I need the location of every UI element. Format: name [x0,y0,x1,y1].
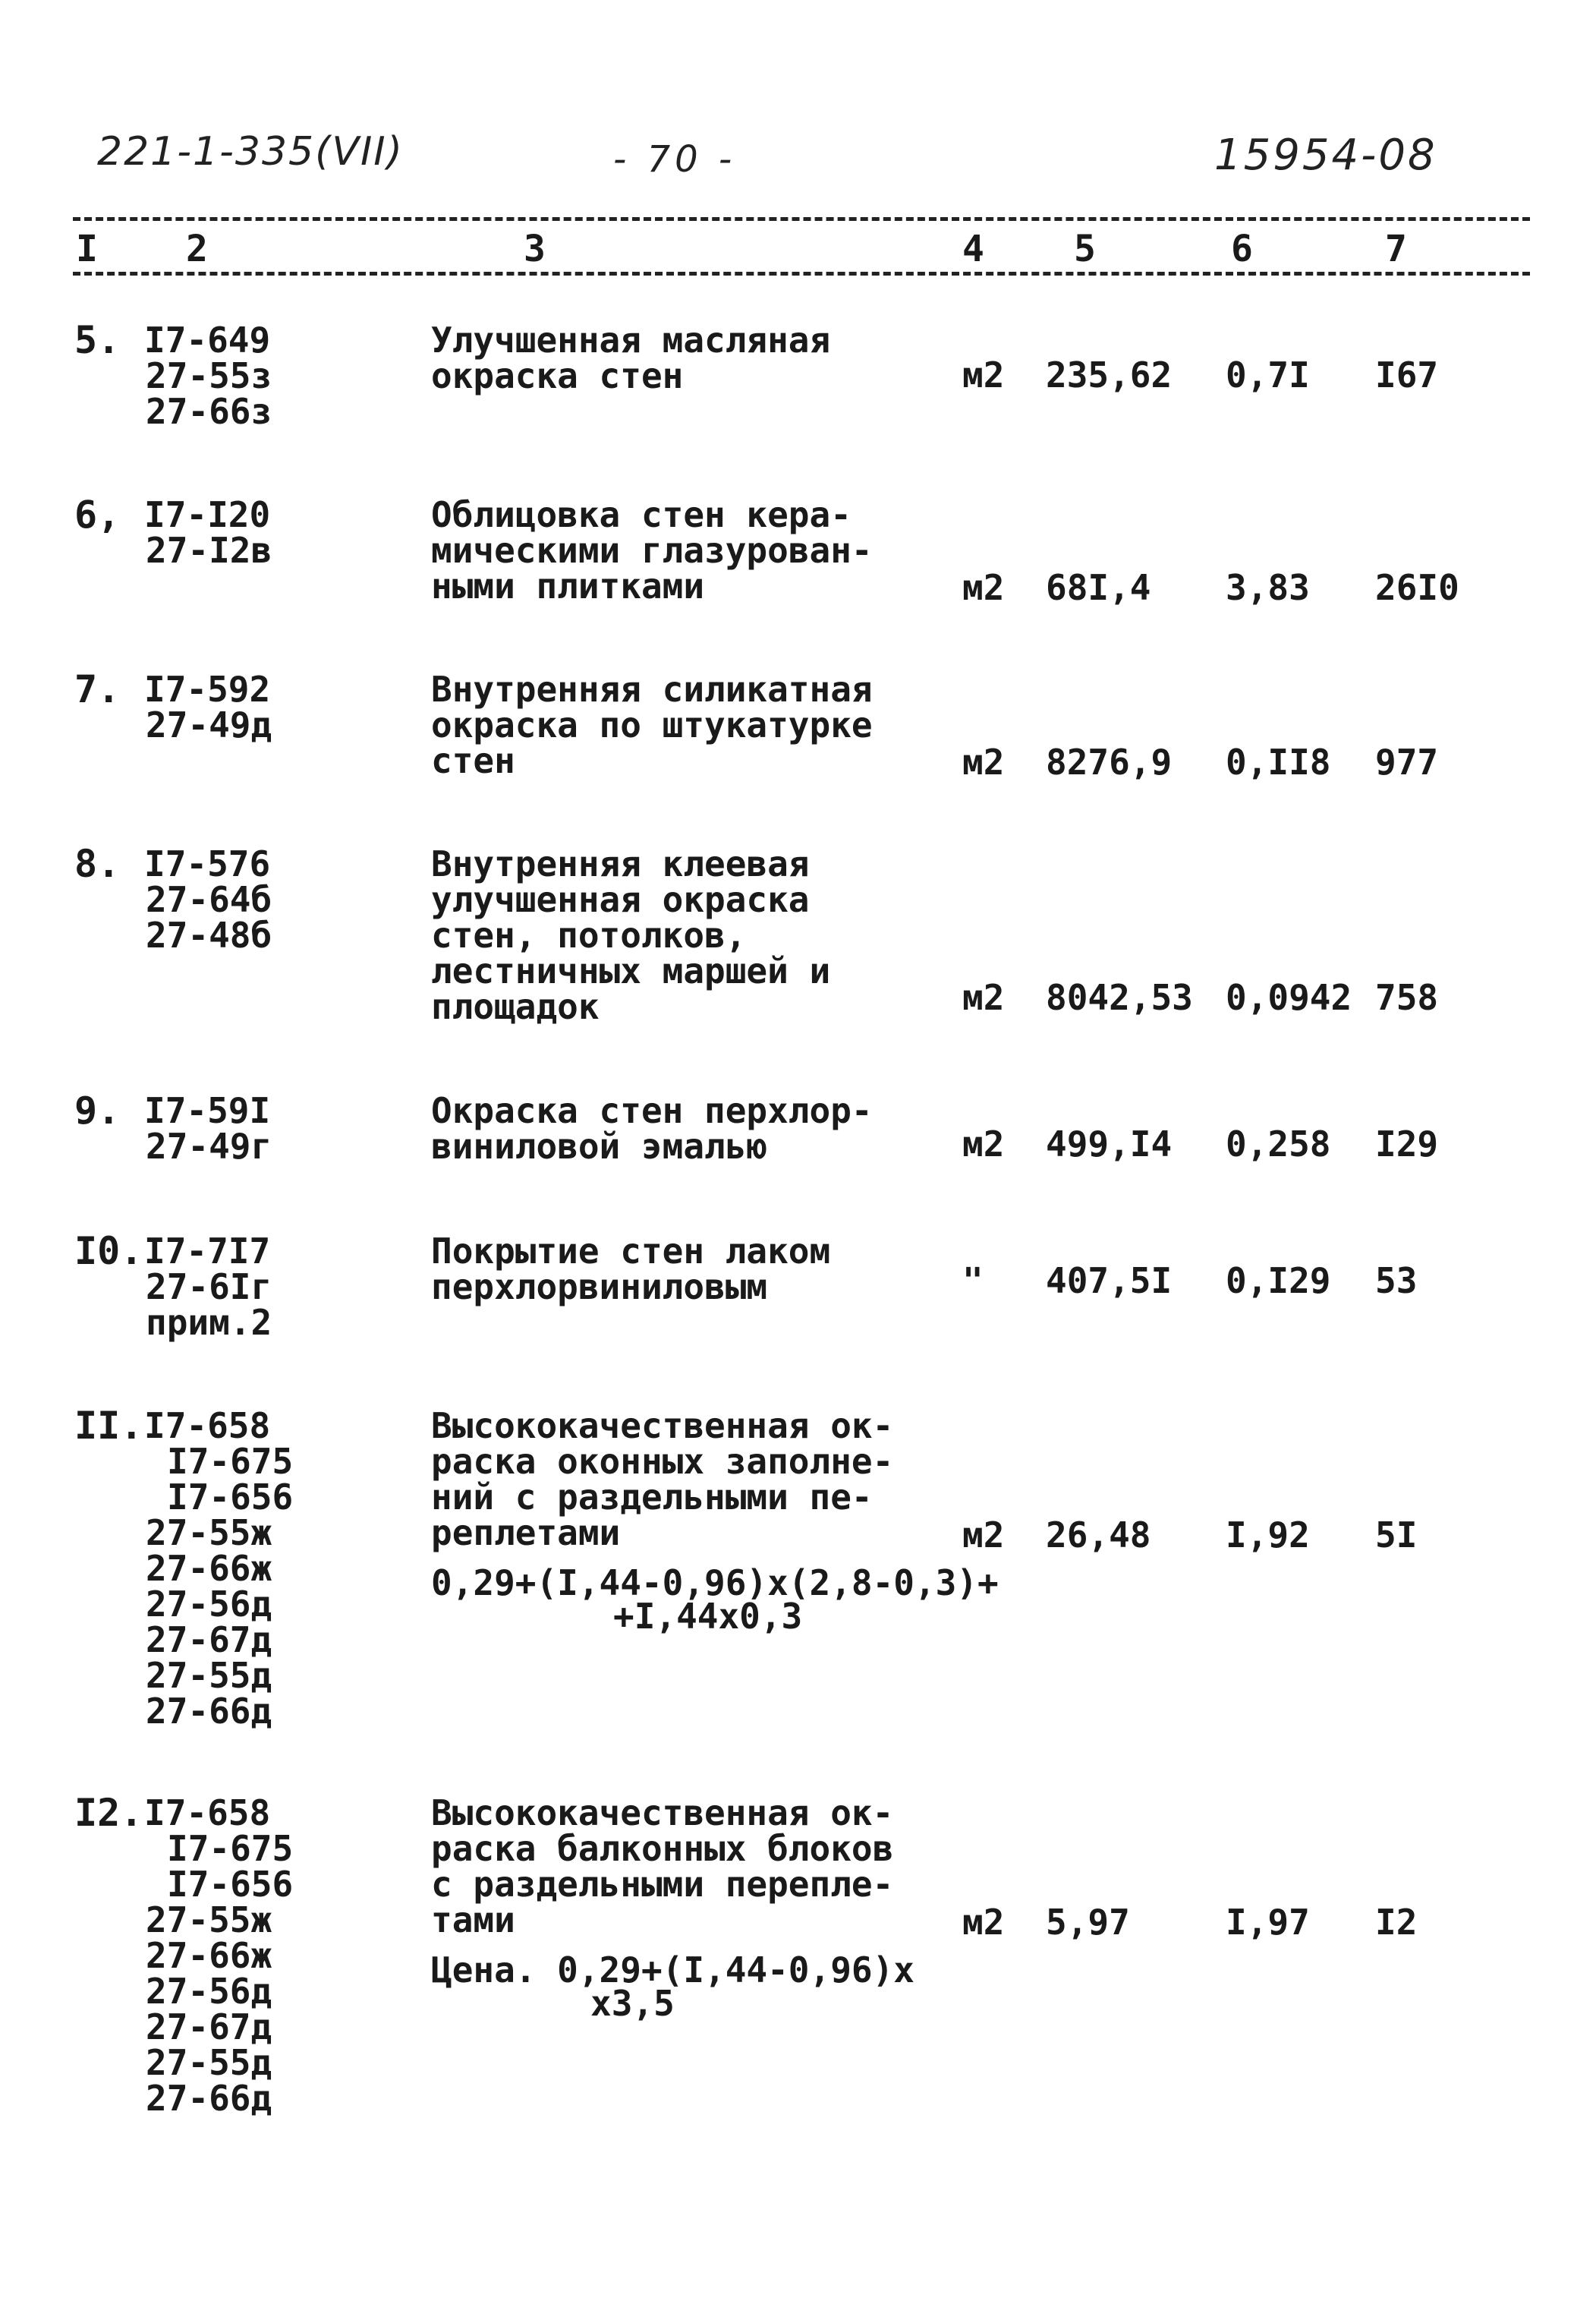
item-code: 27-66ж [146,1548,272,1589]
document-code: 221-1-335(VII) [97,129,404,175]
value-norm: 0,258 [1226,1124,1331,1165]
description-line: раска оконных заполне- [431,1441,894,1482]
value-unit: м2 [962,1124,1005,1165]
description-line: стен, потолков, [431,915,747,956]
value-total: 758 [1375,977,1439,1018]
value-total: 53 [1375,1260,1418,1301]
value-total: 26I0 [1375,567,1459,608]
description-line: виниловой эмалью [431,1126,768,1167]
description-line: Облицовка стен кера- [431,494,852,535]
item-code: I7-649 [144,320,271,361]
item-code: 27-66д [146,2078,272,2119]
value-qty: 8276,9 [1046,742,1173,783]
value-qty: 26,48 [1046,1514,1151,1555]
value-unit: " [962,1260,984,1301]
item-code: 27-55ж [146,1899,272,1940]
item-code: 27-64б [146,879,272,920]
item-code: I7-675 [167,1441,294,1482]
item-code: 27-55д [146,2042,272,2083]
item-description [431,843,977,1027]
description-line: ний с раздельными пе- [431,1477,873,1518]
description-line: тами [431,1899,515,1940]
item-code: 27-55ж [146,1512,272,1553]
item-codes [144,1792,294,2119]
item-codes [144,669,272,745]
value-norm: 0,7I [1226,355,1310,396]
item-code: 27-55з [146,355,272,396]
value-total: I29 [1375,1124,1439,1165]
description-line: улучшенная окраска [431,879,810,920]
column-number: 6 [1231,228,1253,270]
header-rule-bottom [73,272,1530,276]
description-line: площадок [431,986,600,1027]
item-code: I7-59I [144,1090,271,1131]
column-number: 4 [962,228,984,270]
item-description [431,1405,977,1553]
description-line: с раздельными перепле- [431,1864,894,1905]
item-number: 7. [74,667,121,711]
item-code: 27-56д [146,1584,272,1625]
description-line: Внутренняя клеевая [431,843,810,884]
item-code: 27-66ж [146,1935,272,1976]
description-line: Улучшенная масляная [431,320,831,361]
header-rule-top [73,217,1530,221]
value-norm: I,97 [1226,1902,1310,1943]
value-norm: 0,I29 [1226,1260,1331,1301]
value-qty: 407,5I [1046,1260,1173,1301]
item-code: 27-66д [146,1691,272,1732]
page-number: - 70 - [613,138,737,181]
item-number: 9. [74,1089,121,1133]
item-number: II. [74,1404,143,1448]
item-code: 27-49д [146,704,272,745]
item-code: I7-658 [144,1792,271,1833]
description-line: окраска по штукатурке [431,704,873,745]
value-norm: 0,0942 [1226,977,1352,1018]
item-code: 27-6Iг [146,1266,272,1307]
value-unit: м2 [962,355,1005,396]
value-qty: 5,97 [1046,1902,1130,1943]
value-total: I67 [1375,355,1439,396]
column-number: 2 [186,228,208,270]
item-code: I7-7I7 [144,1231,271,1272]
item-code: I7-656 [167,1477,294,1518]
item-formula [431,1562,999,1637]
column-number: I [76,228,98,270]
description-line: раска балконных блоков [431,1828,894,1869]
item-code: I7-656 [167,1864,294,1905]
value-norm: I,92 [1226,1514,1310,1555]
value-total: 5I [1375,1514,1418,1555]
item-codes [144,320,272,432]
item-code: I7-I20 [144,494,271,535]
formula-line: x3,5 [590,1983,675,2024]
item-code: I7-576 [144,843,271,884]
description-line: стен [431,740,515,781]
item-code: 27-I2в [146,530,272,571]
item-code: 27-66з [146,391,272,432]
value-qty: 8042,53 [1046,977,1193,1018]
description-line: реплетами [431,1512,621,1553]
item-codes [144,843,272,956]
item-number: 5. [74,318,121,362]
item-code: 27-55д [146,1655,272,1696]
description-line: окраска стен [431,355,684,396]
description-line: лестничных маршей и [431,950,831,991]
value-total: 977 [1375,742,1439,783]
item-number: I0. [74,1229,143,1273]
item-description [431,1792,977,1940]
description-line: ными плитками [431,566,705,607]
item-code: 27-67д [146,2006,272,2047]
document-number: 15954-08 [1214,131,1437,180]
column-number: 5 [1074,228,1096,270]
item-description [431,320,977,396]
description-line: мическими глазурован- [431,530,873,571]
value-qty: 499,I4 [1046,1124,1173,1165]
formula-line: +I,44x0,3 [613,1596,803,1637]
item-code: 27-67д [146,1619,272,1660]
value-qty: 235,62 [1046,355,1173,396]
formula-line: 0,29+(I,44-0,96)x(2,8-0,3)+ [431,1562,999,1603]
item-description [431,669,977,781]
value-unit: м2 [962,1902,1005,1943]
formula-line: Цена. 0,29+(I,44-0,96)x [431,1949,914,1990]
value-qty: 68I,4 [1046,567,1151,608]
item-codes [144,1231,272,1343]
item-codes [144,1090,272,1167]
description-line: Высококачественная ок- [431,1405,894,1446]
item-number: 8. [74,842,121,886]
value-unit: м2 [962,977,1005,1018]
item-code: I7-592 [144,669,271,710]
item-code: 27-49г [146,1126,272,1167]
item-description [431,1231,977,1307]
description-line: перхлорвиниловым [431,1266,768,1307]
item-code: I7-675 [167,1828,294,1869]
item-code: 27-56д [146,1971,272,2012]
item-formula [431,1949,914,2024]
description-line: Покрытие стен лаком [431,1231,831,1272]
value-total: I2 [1375,1902,1418,1943]
value-unit: м2 [962,742,1005,783]
description-line: Внутренняя силикатная [431,669,873,710]
item-number: I2. [74,1791,143,1835]
item-description [431,1090,977,1167]
description-line: Высококачественная ок- [431,1792,894,1833]
value-norm: 3,83 [1226,567,1310,608]
item-code: I7-658 [144,1405,271,1446]
item-description [431,494,977,607]
value-norm: 0,II8 [1226,742,1331,783]
item-code: 27-48б [146,915,272,956]
description-line: Окраска стен перхлор- [431,1090,873,1131]
column-number: 3 [524,228,546,270]
item-codes [144,1405,294,1732]
item-number: 6, [74,493,121,537]
column-number: 7 [1385,228,1407,270]
value-unit: м2 [962,567,1005,608]
item-codes [144,494,272,571]
item-code: прим.2 [146,1302,272,1343]
value-unit: м2 [962,1514,1005,1555]
